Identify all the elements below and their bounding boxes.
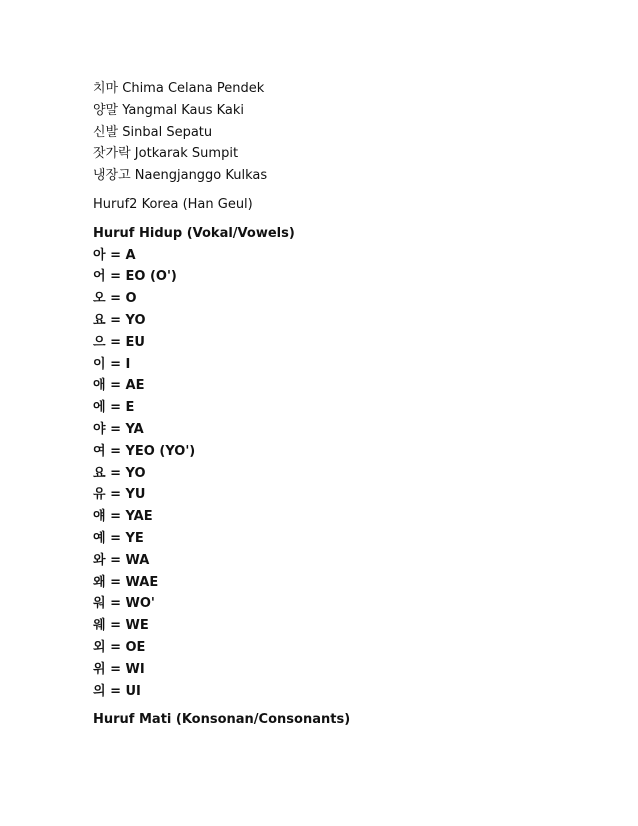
vocabulary-line: 잣가락 Jotkarak Sumpit [93,146,239,162]
vocabulary-list [93,78,613,187]
vowel-row: 오 = O [93,291,137,307]
vocabulary-line: 냉장고 Naengjanggo Kulkas [93,168,268,184]
document-page [93,78,613,731]
vowel-row: 와 = WA [93,552,150,568]
vowel-row: 야 = YA [93,421,144,437]
vowel-row: 유 = YU [93,487,146,503]
vowel-row: 예 = YE [93,530,144,546]
vowel-row: 아 = A [93,247,136,263]
vocabulary-line: 신발 Sinbal Sepatu [93,124,213,140]
vocabulary-line: 양말 Yangmal Kaus Kaki [93,102,245,118]
vowel-row: 요 = YO [93,465,146,481]
vowel-row: 에 = E [93,400,135,416]
vowel-row: 으 = EU [93,334,145,350]
vowel-row: 어 = EO (O') [93,269,177,285]
vowel-row: 외 = OE [93,639,146,655]
vowel-row: 얘 = YAE [93,509,153,525]
vowel-row: 왜 = WAE [93,574,159,590]
consonants-heading: Huruf Mati (Konsonan/Consonants) [93,712,351,728]
vocabulary-line: 치마 Chima Celana Pendek [93,81,265,96]
vowel-row: 워 = WO' [93,596,155,612]
vowel-row: 웨 = WE [93,618,149,634]
vowel-row: 의 = UI [93,683,141,699]
vowel-row: 요 = YO [93,312,146,328]
alphabet-title: Huruf2 Korea (Han Geul) [93,196,253,212]
vowel-row: 이 = I [93,356,131,372]
vowels-list [93,245,613,703]
vowel-row: 위 = WI [93,661,145,677]
vowel-row: 애 = AE [93,378,145,394]
vowels-heading: Huruf Hidup (Vokal/Vowels) [93,225,295,241]
vowel-row: 여 = YEO (YO') [93,443,196,459]
